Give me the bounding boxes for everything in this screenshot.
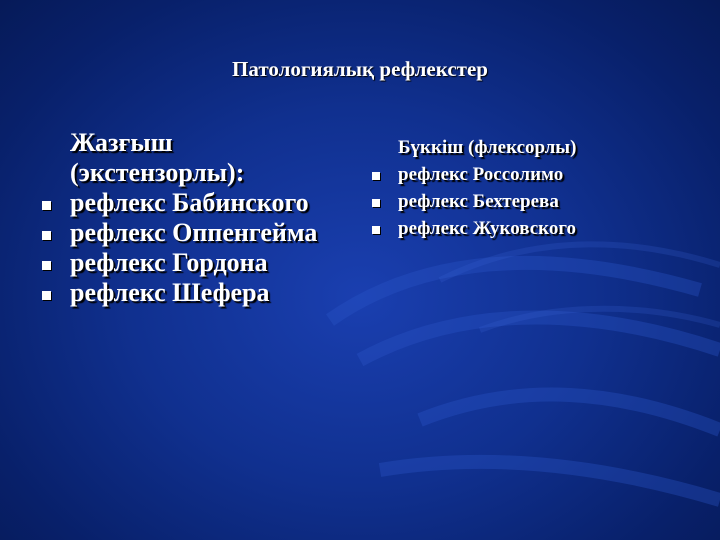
extensor-heading-line-2: (экстензорлы): bbox=[70, 158, 245, 187]
square-bullet-icon bbox=[372, 199, 380, 207]
square-bullet-icon bbox=[42, 231, 51, 240]
flexor-heading: Бүккіш (флексорлы) bbox=[398, 137, 577, 158]
list-item-label: рефлекс Гордона bbox=[70, 248, 268, 277]
list-item-label: рефлекс Оппенгейма bbox=[70, 218, 318, 247]
list-item bbox=[368, 190, 698, 214]
list-item-label: рефлекс Россолимо bbox=[398, 164, 564, 185]
slide-title: Патологиялық рефлекстер bbox=[232, 57, 488, 81]
list-item-label: рефлекс Бабинского bbox=[70, 188, 309, 217]
square-bullet-icon bbox=[42, 261, 51, 270]
list-item-label: рефлекс Жуковского bbox=[398, 218, 576, 239]
extensor-heading-line-1: Жазғыш bbox=[70, 128, 173, 157]
list-item bbox=[42, 218, 352, 248]
list-item bbox=[368, 217, 698, 241]
extensor-reflex-list bbox=[42, 128, 352, 308]
list-item bbox=[42, 278, 352, 308]
list-item-label: рефлекс Шефера bbox=[70, 278, 270, 307]
square-bullet-icon bbox=[372, 172, 380, 180]
square-bullet-icon bbox=[372, 226, 380, 234]
list-item bbox=[42, 248, 352, 278]
flexor-reflex-list bbox=[368, 136, 698, 241]
list-item bbox=[368, 163, 698, 187]
square-bullet-icon bbox=[42, 201, 51, 210]
list-item bbox=[42, 188, 352, 218]
square-bullet-icon bbox=[42, 291, 51, 300]
list-item-label: рефлекс Бехтерева bbox=[398, 191, 559, 212]
